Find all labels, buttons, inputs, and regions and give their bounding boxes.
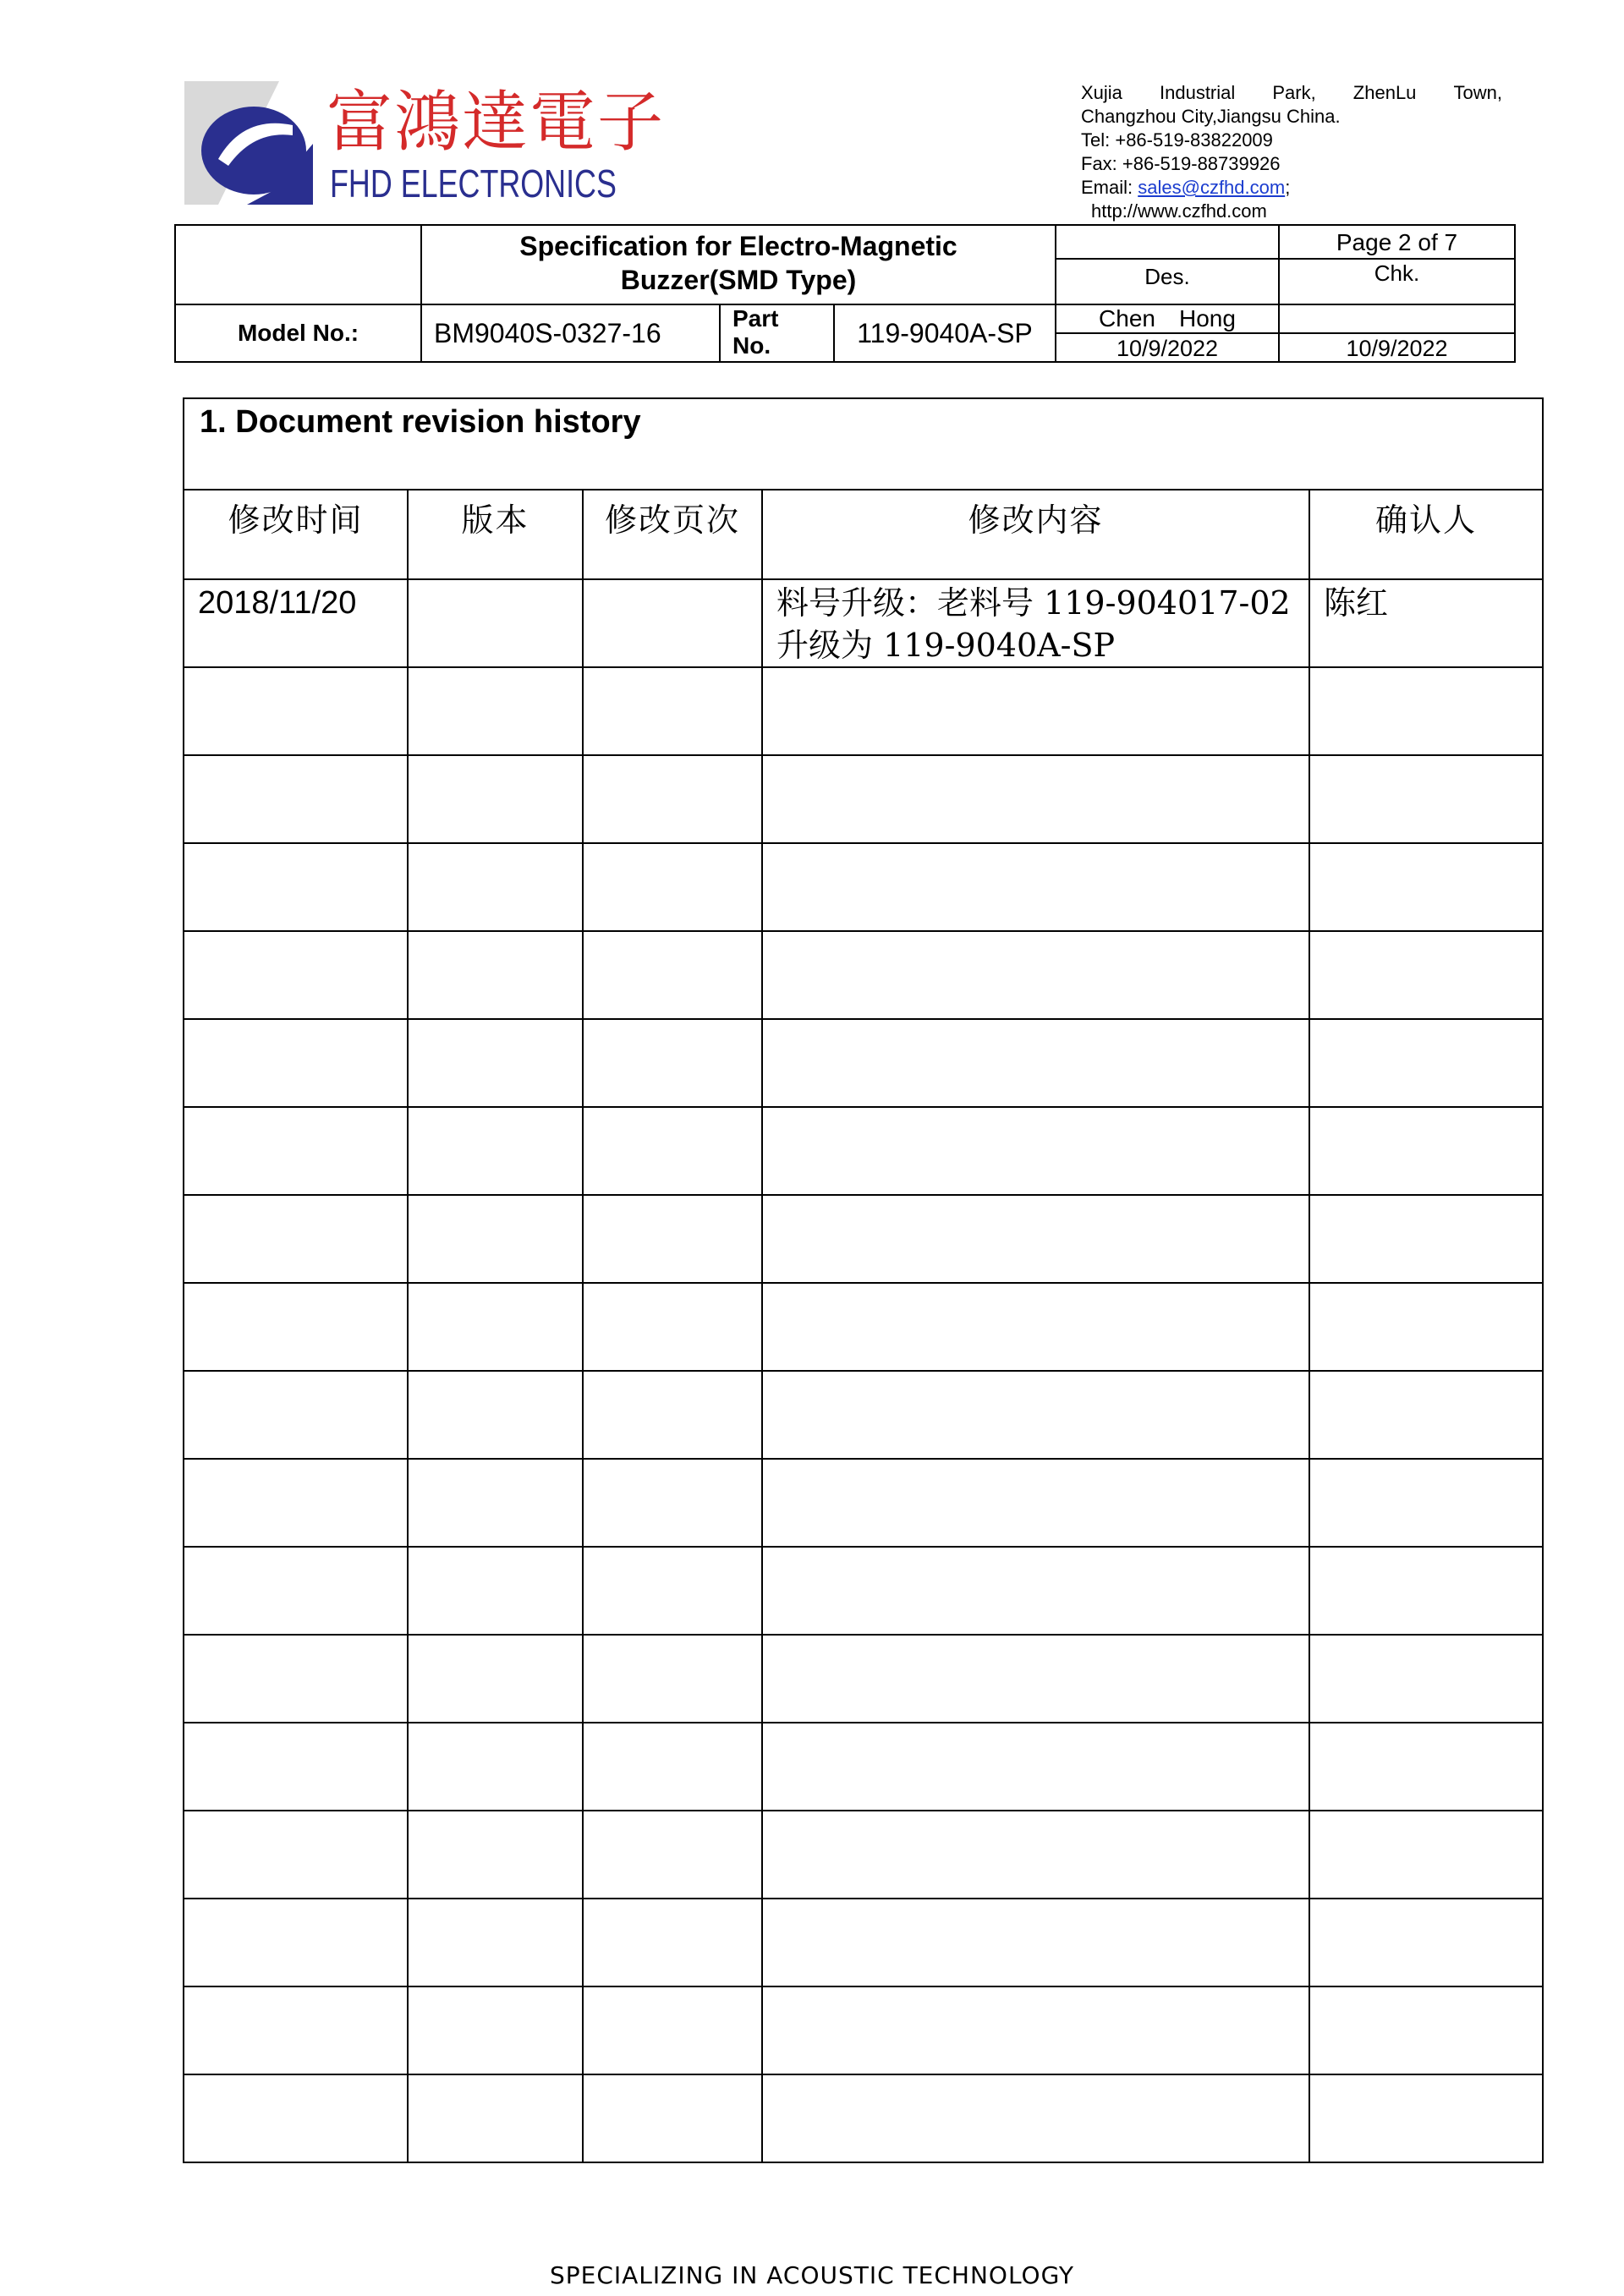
email-link[interactable]: sales@czfhd.com: [1138, 177, 1286, 198]
empty-cell: [184, 667, 408, 755]
table-row: [184, 1635, 1543, 1723]
table-row: [184, 667, 1543, 755]
empty-cell: [1309, 1986, 1543, 2074]
address-word: Industrial: [1160, 82, 1236, 103]
empty-cell: [184, 1899, 408, 1986]
model-label-cell: [174, 304, 422, 363]
empty-cell: [1309, 1107, 1543, 1195]
empty-cell: [184, 755, 408, 843]
empty-cell: [583, 1635, 762, 1723]
designer-name: Chen Hong: [1099, 305, 1236, 332]
column-header-row: [184, 490, 1543, 579]
spec-title-cell: [420, 224, 1056, 305]
revision-version: [408, 579, 583, 667]
empty-cell: [184, 843, 408, 931]
empty-cell: [583, 1547, 762, 1635]
empty-cell: [583, 2074, 762, 2162]
chk-date-cell: [1278, 332, 1516, 363]
empty-cell: [184, 1723, 408, 1811]
fax: Fax: +86-519-88739926: [1081, 153, 1281, 174]
empty-cell: [762, 667, 1309, 755]
company-logo: [184, 81, 666, 208]
table-row: [184, 843, 1543, 931]
empty-cell: [408, 1635, 583, 1723]
empty-cell: [762, 755, 1309, 843]
column-header-date: 修改时间: [184, 490, 408, 579]
empty-cell: [408, 1547, 583, 1635]
address-word: Park,: [1272, 82, 1316, 103]
telephone: Tel: +86-519-83822009: [1081, 129, 1273, 151]
chk-date: 10/9/2022: [1346, 336, 1448, 361]
empty-cell: [1309, 755, 1543, 843]
section-title: 1. Document revision history: [184, 398, 1543, 490]
address-line-2: Changzhou City,Jiangsu China.: [1081, 106, 1341, 127]
empty-cell: [762, 1283, 1309, 1371]
empty-cell: [408, 1283, 583, 1371]
empty-cell: [1309, 1371, 1543, 1459]
empty-cell: [762, 1635, 1309, 1723]
empty-cell: [583, 1107, 762, 1195]
revision-rows: [184, 579, 1543, 2162]
page-number: Page 2 of 7: [1336, 229, 1458, 255]
empty-cell: [583, 1899, 762, 1986]
part-label-cell: [719, 304, 835, 363]
empty-cell: [583, 1371, 762, 1459]
table-row: [184, 1019, 1543, 1107]
model-value-cell: [420, 304, 721, 363]
section-title-row: [184, 398, 1543, 490]
empty-cell: [184, 1459, 408, 1547]
empty-cell: [408, 1986, 583, 2074]
company-name-english: FHD ELECTRONICS: [330, 162, 617, 205]
des-label: Des.: [1144, 264, 1190, 289]
des-date-cell: [1055, 332, 1280, 363]
empty-cell: [1309, 1635, 1543, 1723]
designer-cell: [1055, 304, 1280, 334]
empty-cell: [583, 1019, 762, 1107]
empty-cell: [762, 1195, 1309, 1283]
empty-cell: [762, 843, 1309, 931]
empty-cell: [1309, 2074, 1543, 2162]
table-row: [184, 2074, 1543, 2162]
header-blank-cell: [1055, 224, 1280, 260]
empty-cell: [184, 1107, 408, 1195]
empty-cell: [762, 2074, 1309, 2162]
checker-cell: [1278, 304, 1516, 334]
empty-cell: [184, 1635, 408, 1723]
empty-cell: [583, 1723, 762, 1811]
des-label-cell: [1055, 258, 1280, 305]
empty-cell: [762, 1811, 1309, 1899]
empty-cell: [1309, 1723, 1543, 1811]
part-label-line-2: No.: [732, 332, 771, 359]
empty-cell: [408, 1107, 583, 1195]
empty-cell: [1309, 1811, 1543, 1899]
empty-cell: [408, 2074, 583, 2162]
revision-date: 2018/11/20: [184, 579, 408, 667]
table-row: [184, 1899, 1543, 1986]
empty-cell: [1309, 667, 1543, 755]
empty-cell: [762, 1547, 1309, 1635]
revision-content-line-2: 升级为 119-9040A-SP: [776, 627, 1116, 664]
spec-title-line-2: Buzzer(SMD Type): [620, 265, 857, 295]
part-value: 119-9040A-SP: [857, 318, 1033, 348]
empty-cell: [583, 667, 762, 755]
column-header-content: 修改内容: [762, 490, 1309, 579]
empty-cell: [408, 1899, 583, 1986]
empty-cell: [184, 2074, 408, 2162]
empty-cell: [1309, 1547, 1543, 1635]
empty-cell: [408, 843, 583, 931]
empty-cell: [1309, 1283, 1543, 1371]
table-row: [184, 755, 1543, 843]
empty-cell: [184, 1371, 408, 1459]
email-line: [1081, 176, 1502, 200]
address-word: Xujia: [1081, 82, 1122, 103]
column-header-pages: 修改页次: [583, 490, 762, 579]
model-label: Model No.:: [237, 320, 359, 346]
revision-content: [762, 579, 1309, 667]
empty-cell: [583, 1195, 762, 1283]
spec-title-line-1: Specification for Electro-Magnetic: [519, 231, 957, 261]
empty-cell: [1309, 1899, 1543, 1986]
page-footer: SPECIALIZING IN ACOUSTIC TECHNOLOGY: [549, 2261, 1075, 2289]
empty-cell: [408, 1019, 583, 1107]
empty-cell: [762, 931, 1309, 1019]
empty-cell: [762, 1459, 1309, 1547]
empty-cell: [583, 1459, 762, 1547]
email-suffix: ;: [1285, 177, 1291, 198]
empty-cell: [762, 1107, 1309, 1195]
address-word: ZhenLu: [1352, 82, 1417, 103]
empty-cell: [1309, 1195, 1543, 1283]
empty-cell: [583, 931, 762, 1019]
table-row: [184, 1283, 1543, 1371]
column-header-version: 版本: [408, 490, 583, 579]
page-number-cell: [1278, 224, 1516, 260]
revision-pages: [583, 579, 762, 667]
part-value-cell: [833, 304, 1056, 363]
empty-cell: [408, 1371, 583, 1459]
table-row: [184, 1986, 1543, 2074]
empty-cell: [583, 755, 762, 843]
table-row: [184, 1459, 1543, 1547]
spec-header-table: [174, 224, 1516, 363]
address-line-1: [1081, 81, 1502, 105]
table-row: [184, 1811, 1543, 1899]
empty-cell: [762, 1899, 1309, 1986]
empty-cell: [1309, 843, 1543, 931]
empty-cell: [583, 1811, 762, 1899]
company-name-chinese: 富鴻達電子: [326, 85, 666, 161]
des-date: 10/9/2022: [1116, 336, 1219, 361]
table-row: [184, 1723, 1543, 1811]
revision-content-line-1: 料号升级：老料号 119-904017-02: [776, 584, 1291, 622]
email-label: Email:: [1081, 177, 1133, 198]
table-row: [184, 1195, 1543, 1283]
revision-history-table: [183, 397, 1544, 2163]
table-row: [184, 931, 1543, 1019]
empty-cell: [408, 931, 583, 1019]
chk-label: Chk.: [1374, 260, 1420, 286]
website[interactable]: http://www.czfhd.com: [1091, 200, 1267, 222]
empty-cell: [184, 1283, 408, 1371]
empty-cell: [408, 667, 583, 755]
table-row: [184, 1107, 1543, 1195]
empty-cell: [583, 1283, 762, 1371]
empty-cell: [408, 1459, 583, 1547]
fhd-logo-icon: [184, 81, 313, 205]
empty-cell: [408, 1723, 583, 1811]
empty-cell: [762, 1371, 1309, 1459]
empty-cell: [583, 843, 762, 931]
table-row: [184, 1371, 1543, 1459]
revision-confirmed-by: 陈红: [1309, 579, 1543, 667]
empty-cell: [408, 755, 583, 843]
empty-cell: [762, 1986, 1309, 2074]
company-address-block: [1081, 81, 1502, 223]
empty-cell: [1309, 931, 1543, 1019]
empty-cell: [184, 1019, 408, 1107]
part-label-line-1: Part: [732, 305, 779, 332]
column-header-confirmed-by: 确认人: [1309, 490, 1543, 579]
empty-cell: [184, 1986, 408, 2074]
empty-cell: [184, 931, 408, 1019]
empty-cell: [762, 1723, 1309, 1811]
empty-cell: [408, 1195, 583, 1283]
empty-cell: [762, 1019, 1309, 1107]
empty-cell: [583, 1986, 762, 2074]
address-word: Town,: [1453, 82, 1502, 103]
table-row: [184, 1547, 1543, 1635]
empty-cell: [1309, 1019, 1543, 1107]
header-blank-cell: [174, 224, 422, 305]
model-value: BM9040S-0327-16: [434, 318, 661, 348]
empty-cell: [408, 1811, 583, 1899]
table-row: [184, 579, 1543, 667]
chk-label-cell: [1278, 258, 1516, 305]
empty-cell: [184, 1547, 408, 1635]
empty-cell: [184, 1195, 408, 1283]
empty-cell: [1309, 1459, 1543, 1547]
empty-cell: [184, 1811, 408, 1899]
